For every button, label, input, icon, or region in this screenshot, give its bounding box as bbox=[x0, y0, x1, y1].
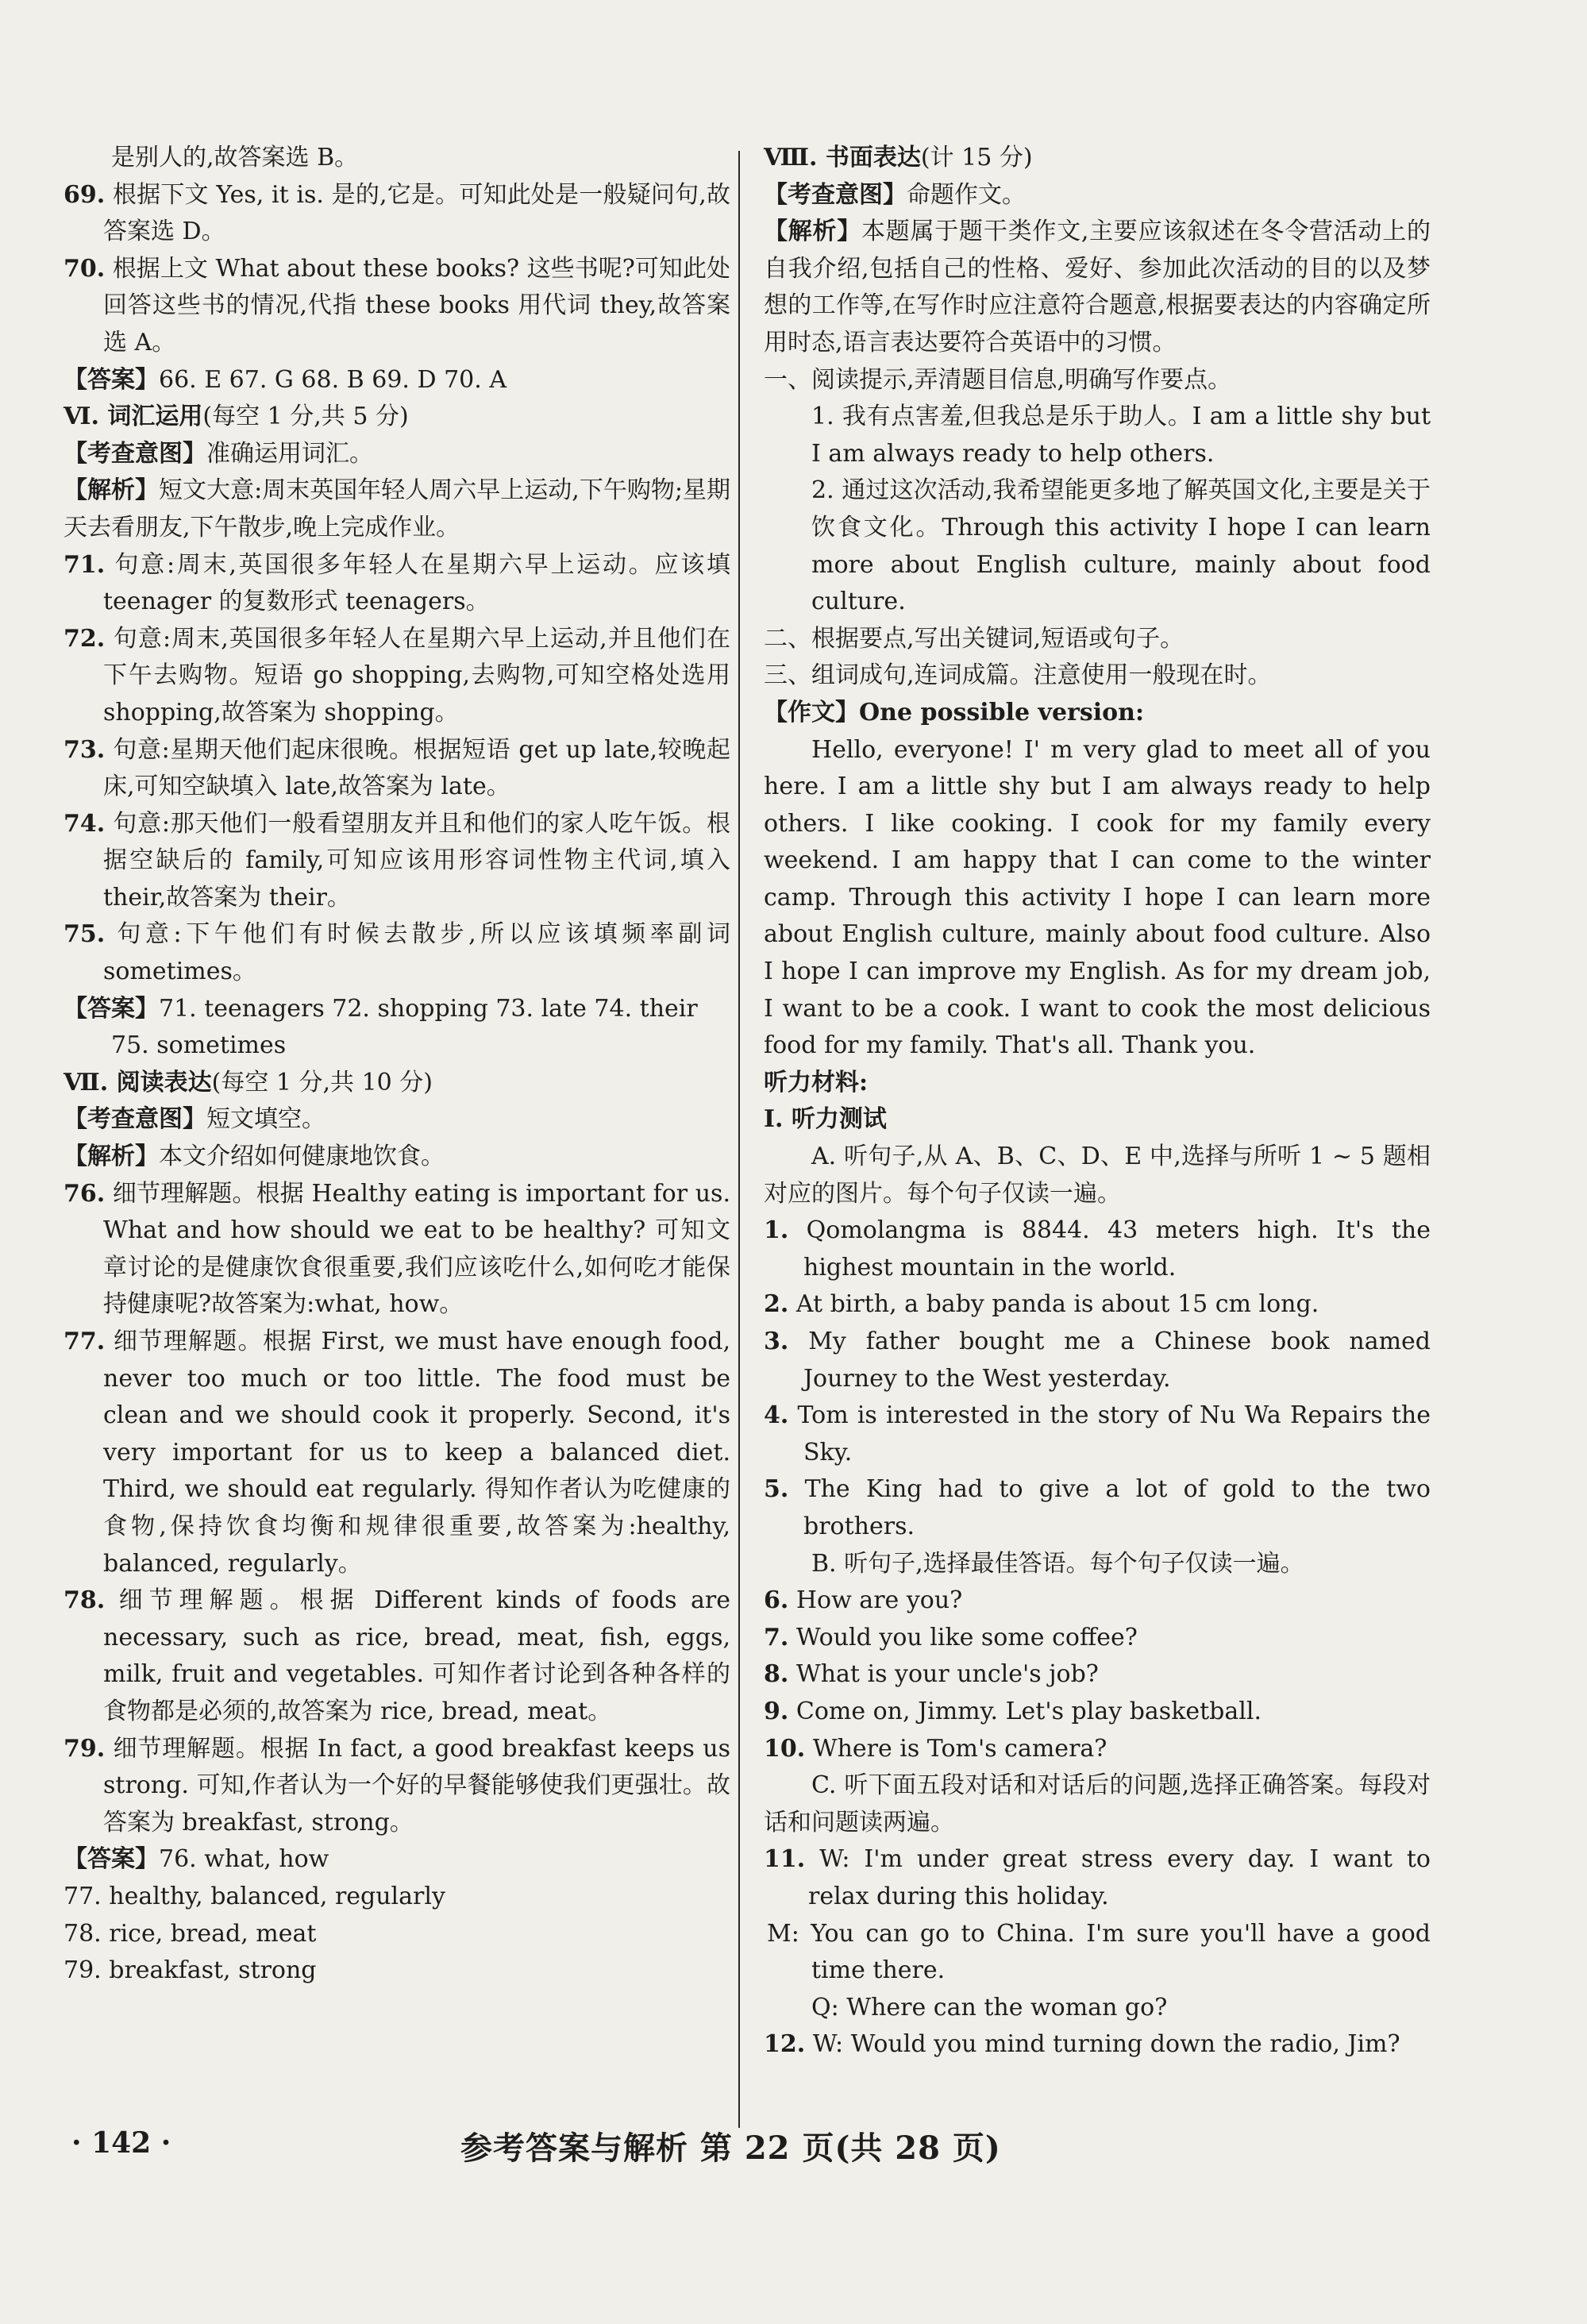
body-text: How are you? bbox=[788, 1586, 963, 1615]
body-text: A. 听句子,从 A、B、C、D、E 中,选择与所听 1 ~ 5 题相对应的图片。每个句子仅读一遍。 bbox=[764, 1143, 1431, 1208]
text-line bbox=[764, 1916, 1431, 1990]
column-divider bbox=[738, 151, 740, 2128]
text-line bbox=[764, 2026, 1431, 2064]
text-line bbox=[764, 1065, 1431, 1102]
text-line bbox=[64, 1101, 730, 1139]
bold-label: 听力材料: bbox=[764, 1068, 869, 1096]
text-line bbox=[764, 1471, 1431, 1545]
bold-label: 【解析】 bbox=[764, 218, 862, 246]
item-number: 7. bbox=[764, 1623, 789, 1651]
text-line bbox=[64, 362, 730, 399]
text-line bbox=[64, 1176, 730, 1324]
body-text: 细节理解题。根据 Different kinds of foods are necessary, such as rice, bread, meat, fish, eggs, milk, fruit and vegetables. 可知作者讨论到各种各样的食物都是必须的,故答案为 rice, bread, meat。 bbox=[103, 1586, 730, 1725]
bold-label: 【答案】 bbox=[64, 1845, 159, 1874]
page-footer bbox=[64, 2120, 1429, 2168]
item-number: 71. bbox=[64, 550, 106, 579]
text-line bbox=[64, 251, 730, 362]
text-line bbox=[764, 657, 1431, 695]
text-line bbox=[64, 1582, 730, 1730]
item-number: 4. bbox=[764, 1401, 789, 1430]
text-line bbox=[764, 177, 1431, 214]
text-line bbox=[64, 621, 730, 732]
bold-label: Ⅵ. 词汇运用 bbox=[64, 403, 203, 431]
item-number: 3. bbox=[764, 1328, 789, 1355]
item-number: 1. bbox=[764, 1216, 789, 1245]
text-line bbox=[64, 1952, 730, 1990]
item-number: 6. bbox=[764, 1586, 789, 1615]
text-line bbox=[64, 399, 730, 436]
text-line bbox=[64, 140, 730, 177]
text-line bbox=[64, 1879, 730, 1916]
body-text: M: You can go to China. I'm sure you'll have a good time there. bbox=[767, 1919, 1431, 1985]
item-number: 5. bbox=[764, 1475, 789, 1504]
text-line bbox=[764, 1731, 1431, 1768]
text-line bbox=[64, 806, 730, 917]
text-line bbox=[764, 362, 1431, 399]
body-text: Where is Tom's camera? bbox=[805, 1734, 1107, 1763]
text-line bbox=[764, 621, 1431, 658]
body-text: 句意:下午他们有时候去散步,所以应该填频率副词 sometimes。 bbox=[103, 920, 730, 986]
body-text: 根据下文 Yes, it is. 是的,它是。可知此处是一般疑问句,故答案选 D。 bbox=[103, 180, 730, 246]
body-text: B. 听句子,选择最佳答语。每个句子仅读一遍。 bbox=[811, 1549, 1304, 1578]
body-text: 三、组词成句,连词成篇。注意使用一般现在时。 bbox=[764, 661, 1272, 690]
body-text: 句意:星期天他们起床很晚。根据短语 get up late,较晚起床,可知空缺填入 late,故答案为 late。 bbox=[103, 735, 730, 801]
bold-label: 【作文】One possible version: bbox=[764, 698, 1145, 726]
text-line bbox=[764, 1324, 1431, 1397]
body-text: (每空 1 分,共 10 分) bbox=[211, 1068, 433, 1096]
footer-title: 参考答案与解析 第 22 页(共 28 页) bbox=[460, 2129, 1001, 2167]
body-text: C. 听下面五段对话和对话后的问题,选择正确答案。每段对话和问题读两遍。 bbox=[764, 1771, 1431, 1836]
body-text: Hello, everyone! I' m very glad to meet all of you here. I am a little shy but I am always ready to help others. I like cooking. I cook for my family every weekend. I am happy that I can come to the winter camp. Through this activity I hope I can learn more about English culture, mainly about food culture. Also I hope I can improve my English. As for my dream job, I want to be a cook. I want to cook the most delicious food for my family. That's all. Thank you. bbox=[764, 735, 1431, 1060]
text-line bbox=[64, 1841, 730, 1879]
text-line bbox=[764, 214, 1431, 361]
text-line bbox=[764, 1582, 1431, 1620]
text-line bbox=[64, 472, 730, 546]
item-number: 72. bbox=[64, 624, 106, 653]
bold-label: Ⅰ. 听力测试 bbox=[764, 1105, 887, 1134]
body-text: 是别人的,故答案选 B。 bbox=[111, 144, 359, 172]
text-line bbox=[764, 1139, 1431, 1212]
text-line bbox=[64, 1027, 730, 1065]
body-text: Would you like some coffee? bbox=[788, 1623, 1138, 1651]
bold-label: 【答案】 bbox=[64, 365, 159, 394]
bold-label: Ⅷ. 书面表达 bbox=[764, 144, 921, 172]
bold-label: 【解析】 bbox=[64, 1143, 159, 1171]
text-line bbox=[764, 1546, 1431, 1583]
item-number: 10. bbox=[764, 1734, 806, 1763]
item-number: 70. bbox=[64, 254, 106, 283]
body-text: Qomolangma is 8844. 43 meters high. It's the highest mountain in the world. bbox=[788, 1216, 1431, 1281]
body-text: Tom is interested in the story of Nu Wa Repairs the Sky. bbox=[788, 1401, 1431, 1466]
item-number: 2. bbox=[764, 1290, 789, 1319]
body-text: 77. healthy, balanced, regularly bbox=[64, 1882, 445, 1910]
body-text: 二、根据要点,写出关键词,短语或句子。 bbox=[764, 624, 1184, 653]
item-number: 12. bbox=[764, 2030, 806, 2059]
body-text: 句意:周末,英国很多年轻人在星期六早上运动。应该填 teenager 的复数形式 teenagers。 bbox=[103, 550, 730, 616]
right-column bbox=[764, 140, 1431, 2064]
body-text: 1. 我有点害羞,但我总是乐于助人。I am a little shy but I am always ready to help others. bbox=[811, 403, 1431, 468]
text-line bbox=[64, 991, 730, 1028]
body-text: W: Would you mind turning down the radio, Jim? bbox=[805, 2030, 1400, 2059]
body-text: 2. 通过这次活动,我希望能更多地了解英国文化,主要是关于饮食文化。Through this activity I hope I can learn more about English culture, mainly about food culture. bbox=[811, 476, 1431, 616]
body-text: 66. E 67. G 68. B 69. D 70. A bbox=[159, 365, 507, 394]
item-number: 77. bbox=[64, 1328, 106, 1355]
text-line bbox=[764, 472, 1431, 620]
item-number: 9. bbox=[764, 1697, 789, 1725]
body-text: 句意:周末,英国很多年轻人在星期六早上运动,并且他们在下午去购物。短语 go shopping,去购物,可知空格处选用 shopping,故答案为 shopping。 bbox=[103, 624, 730, 726]
body-text: 细节理解题。根据 First, we must have enough food, never too much or too little. The food must be clean and we should cook it properly. Second, it's very important for us to keep a balanced diet. Third, we should eat regularly. 得知作者认为吃健康的食物,保持饮食均衡和规律很重要,故答案为:healthy, balanced, regularly。 bbox=[103, 1328, 730, 1578]
text-line bbox=[764, 695, 1431, 732]
bold-label: 【考查意图】 bbox=[764, 180, 907, 209]
body-text: The King had to give a lot of gold to the two brothers. bbox=[788, 1475, 1431, 1540]
text-line bbox=[64, 732, 730, 806]
body-text: My father bought me a Chinese book named Journey to the West yesterday. bbox=[788, 1328, 1431, 1393]
left-column bbox=[64, 140, 730, 1990]
text-line bbox=[764, 1656, 1431, 1694]
text-line bbox=[764, 1212, 1431, 1286]
body-text: 78. rice, bread, meat bbox=[64, 1919, 317, 1948]
body-text: 本题属于题干类作文,主要应该叙述在冬令营活动上的自我介绍,包括自己的性格、爱好、参加此次活动的目的以及梦想的工作等,在写作时应注意符合题意,根据要表达的内容确定所用时态,语言表达要符合英语中的习惯。 bbox=[764, 218, 1431, 357]
body-text: 76. what, how bbox=[159, 1845, 329, 1874]
item-number: 75. bbox=[64, 920, 106, 949]
bold-label: Ⅶ. 阅读表达 bbox=[64, 1068, 212, 1096]
text-line bbox=[764, 1101, 1431, 1139]
item-number: 8. bbox=[764, 1660, 789, 1689]
text-line bbox=[764, 1841, 1431, 1915]
item-number: 74. bbox=[64, 809, 106, 838]
body-text: 根据上文 What about these books? 这些书呢?可知此处回答这些书的情况,代指 these books 用代词 they,故答案选 A。 bbox=[103, 254, 730, 357]
text-line bbox=[64, 1731, 730, 1842]
bold-label: 【考查意图】 bbox=[64, 439, 206, 468]
body-text: 命题作文。 bbox=[907, 180, 1026, 209]
bold-label: 【答案】 bbox=[64, 994, 159, 1023]
body-text: 细节理解题。根据 In fact, a good breakfast keeps us strong. 可知,作者认为一个好的早餐能够使我们更强壮。故答案为 breakfast, strong。 bbox=[103, 1734, 730, 1836]
text-line bbox=[64, 177, 730, 251]
body-text: (每空 1 分,共 5 分) bbox=[202, 403, 409, 431]
body-text: What is your uncle's job? bbox=[788, 1660, 1099, 1689]
text-line bbox=[764, 1990, 1431, 2027]
text-line bbox=[764, 140, 1431, 177]
body-text: 短文大意:周末英国年轻人周六早上运动,下午购物;星期天去看朋友,下午散步,晚上完成作业。 bbox=[64, 476, 730, 541]
text-line bbox=[64, 1916, 730, 1953]
text-line bbox=[64, 916, 730, 990]
page-number: · 142 · bbox=[71, 2126, 171, 2160]
item-number: 69. bbox=[64, 180, 106, 209]
text-line bbox=[764, 1286, 1431, 1324]
body-text: 准确运用词汇。 bbox=[206, 439, 373, 468]
body-text: 句意:那天他们一般看望朋友并且和他们的家人吃午饭。根据空缺后的 family,可知应该用形容词性物主代词,填入 their,故答案为 their。 bbox=[103, 809, 730, 911]
body-text: At birth, a baby panda is about 15 cm long. bbox=[788, 1290, 1319, 1319]
body-text: Come on, Jimmy. Let's play basketball. bbox=[788, 1697, 1262, 1725]
item-number: 76. bbox=[64, 1179, 106, 1208]
item-number: 73. bbox=[64, 735, 106, 764]
text-line bbox=[64, 1324, 730, 1582]
text-line bbox=[764, 1767, 1431, 1841]
bold-label: 【解析】 bbox=[64, 476, 160, 505]
item-number: 78. bbox=[64, 1586, 106, 1615]
bold-label: 【考查意图】 bbox=[64, 1105, 206, 1134]
text-line bbox=[64, 436, 730, 473]
body-text: (计 15 分) bbox=[920, 144, 1033, 172]
body-text: 79. breakfast, strong bbox=[64, 1956, 317, 1985]
body-text: 细节理解题。根据 Healthy eating is important for us. What and how should we eat to be healthy? 可知文章讨论的是健康饮食很重要,我们应该吃什么,如何吃才能保持健康呢?故答案为:what, how。 bbox=[103, 1179, 730, 1319]
text-line bbox=[764, 1694, 1431, 1731]
text-line bbox=[764, 1397, 1431, 1471]
body-text: 71. teenagers 72. shopping 73. late 74. their bbox=[159, 994, 698, 1023]
body-text: 本文介绍如何健康地饮食。 bbox=[159, 1143, 445, 1171]
body-text: Q: Where can the woman go? bbox=[811, 1993, 1168, 2021]
item-number: 11. bbox=[764, 1845, 806, 1874]
text-line bbox=[64, 547, 730, 621]
text-line bbox=[764, 1620, 1431, 1657]
text-line bbox=[64, 1139, 730, 1176]
text-line bbox=[764, 732, 1431, 1065]
item-number: 79. bbox=[64, 1734, 106, 1763]
body-text: 75. sometimes bbox=[111, 1031, 287, 1060]
text-line bbox=[64, 1065, 730, 1102]
body-text: W: I'm under great stress every day. I want to relax during this holiday. bbox=[805, 1845, 1431, 1910]
body-text: 短文填空。 bbox=[206, 1105, 325, 1134]
text-line bbox=[764, 399, 1431, 472]
body-text: 一、阅读提示,弄清题目信息,明确写作要点。 bbox=[764, 365, 1232, 394]
